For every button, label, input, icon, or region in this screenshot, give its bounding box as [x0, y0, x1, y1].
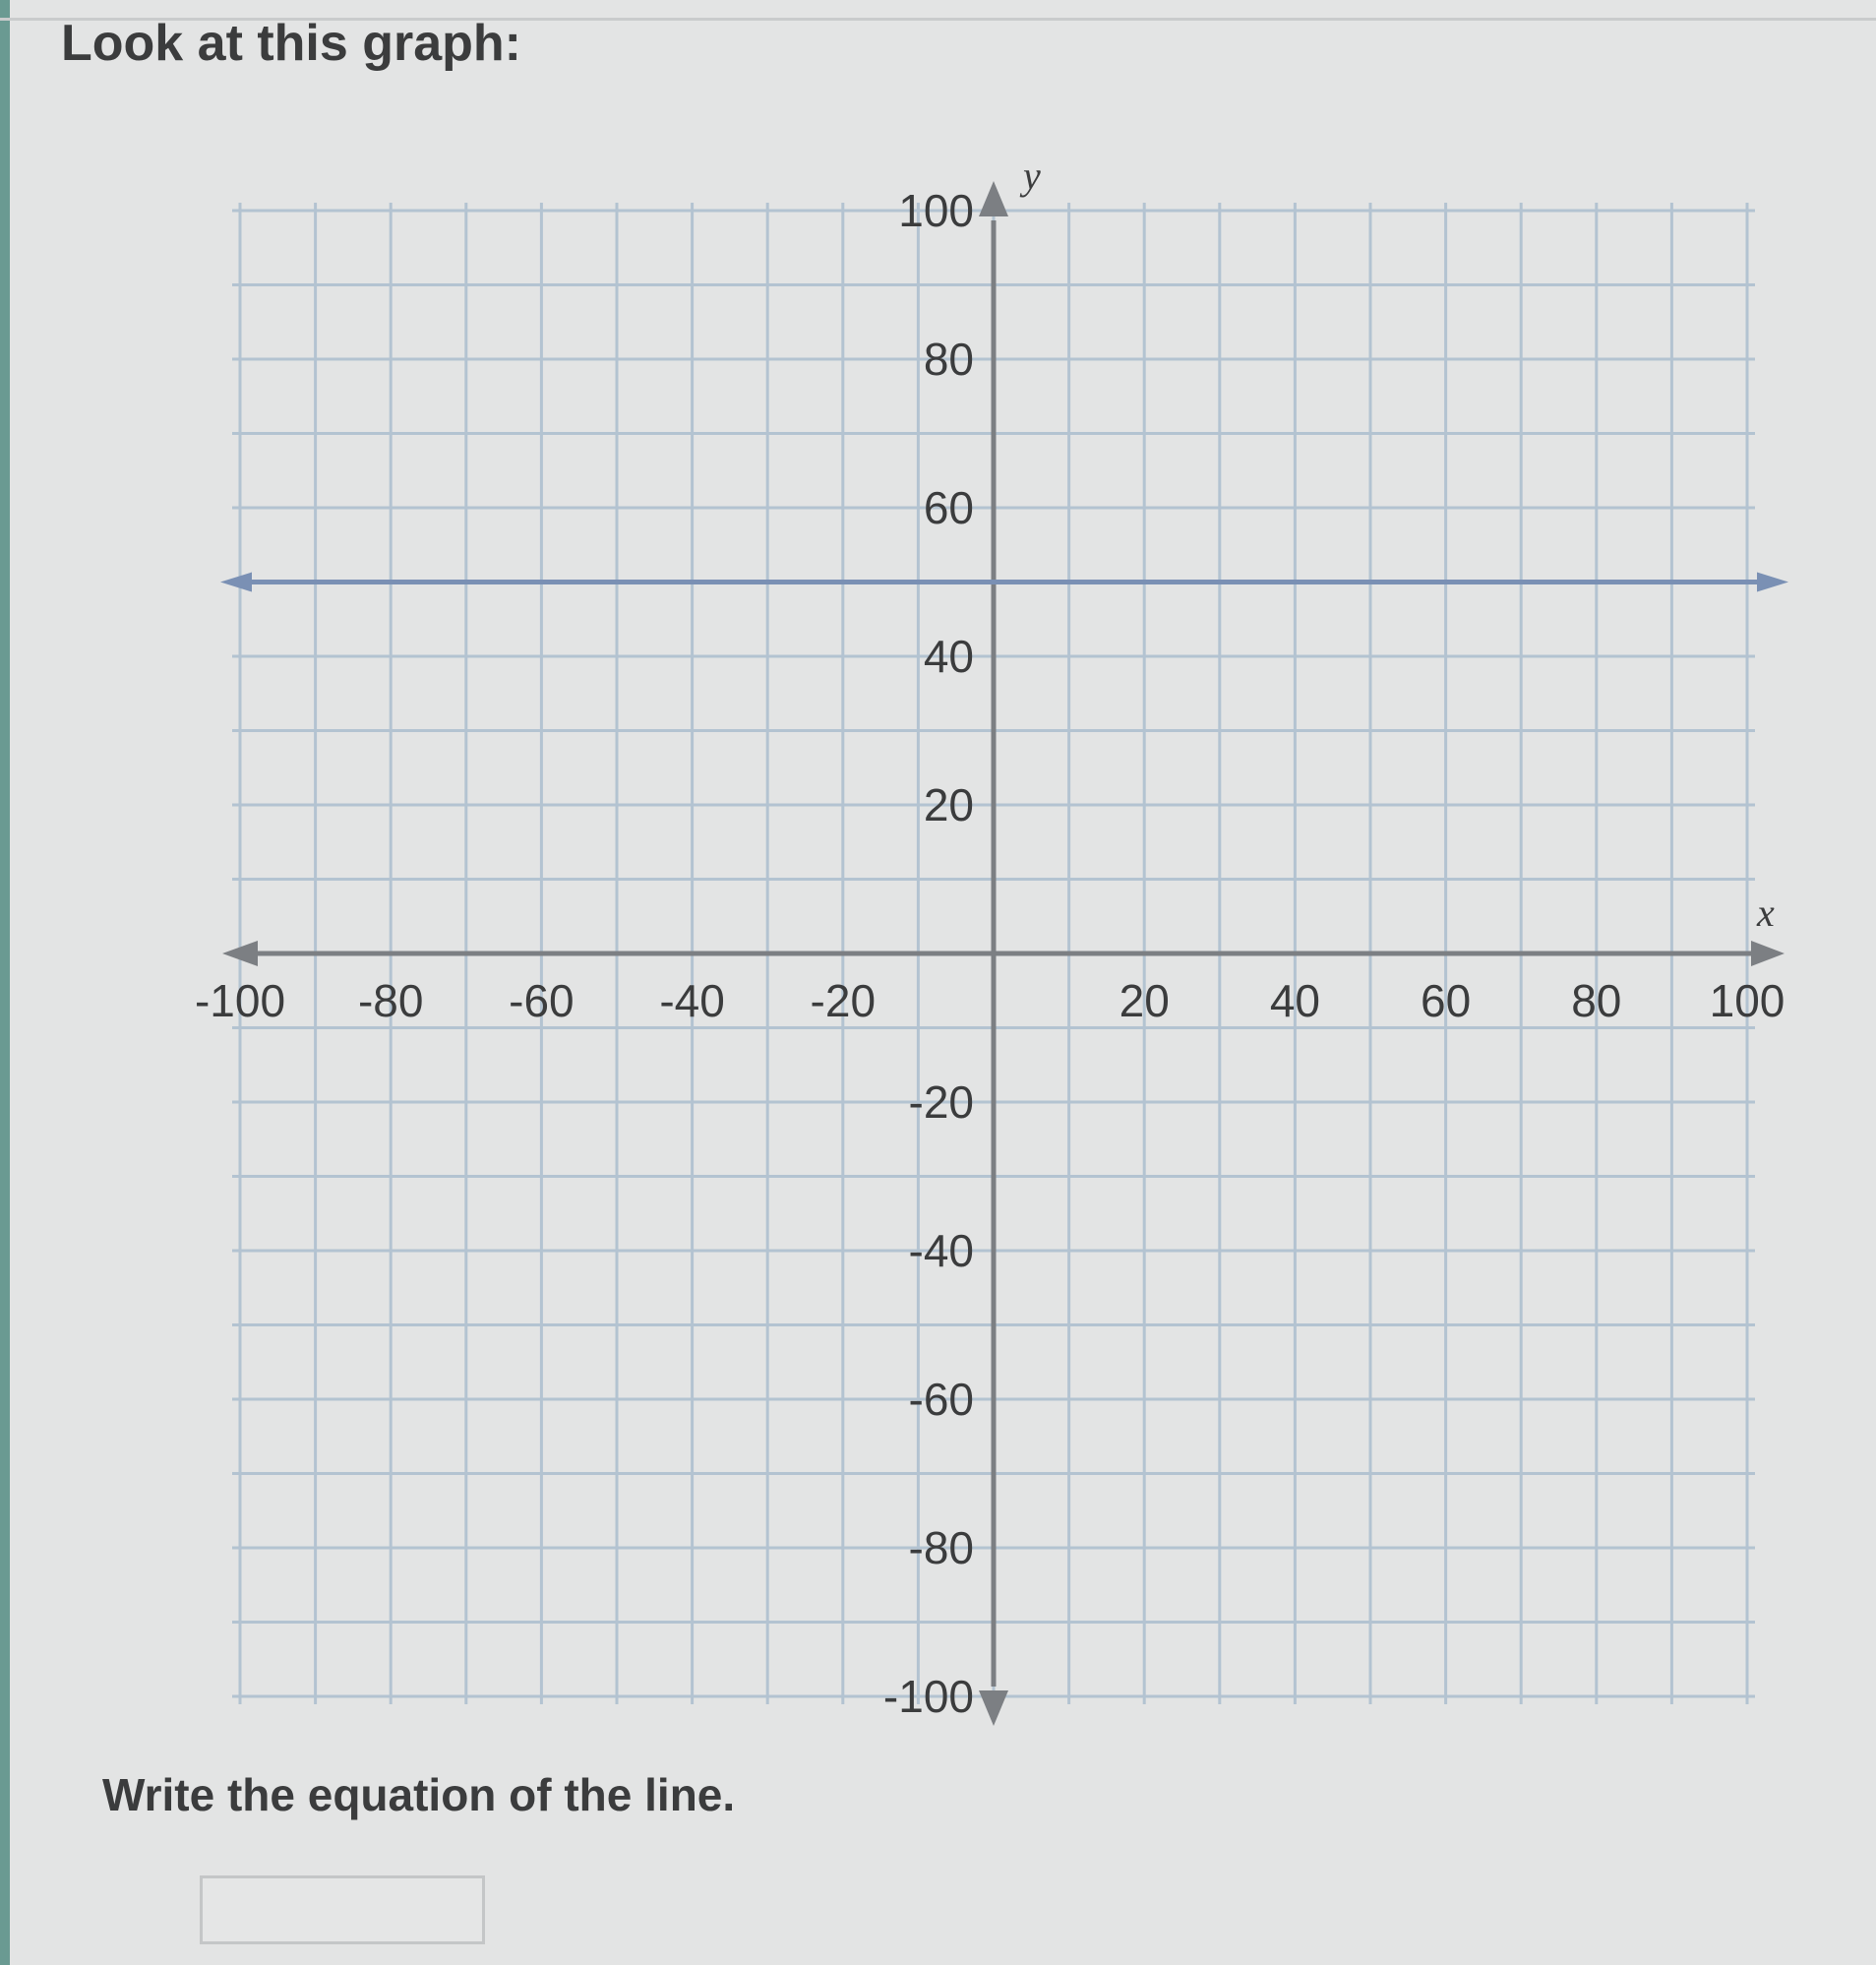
x-tick-label: 40: [1269, 975, 1320, 1026]
answer-input[interactable]: [200, 1875, 485, 1944]
x-axis-right-arrow: [1751, 941, 1785, 966]
x-tick-label: 20: [1119, 975, 1170, 1026]
x-tick-label: -20: [810, 975, 877, 1026]
y-tick-label: 100: [898, 185, 974, 236]
y-tick-label: 60: [923, 482, 974, 533]
y-axis-label: y: [1023, 154, 1041, 198]
x-axis-label: x: [1757, 890, 1775, 935]
y-tick-label: -80: [908, 1522, 974, 1573]
y-tick-label: -40: [908, 1225, 974, 1276]
x-tick-label: -60: [509, 975, 575, 1026]
x-tick-label: 60: [1421, 975, 1472, 1026]
y-tick-label: 40: [923, 631, 974, 682]
y-axis-bottom-arrow: [979, 1690, 1008, 1726]
question-text: Write the equation of the line.: [102, 1769, 736, 1820]
y-tick-label: 80: [923, 334, 974, 385]
y-tick-label: -100: [882, 1671, 974, 1722]
x-tick-label: -80: [357, 975, 424, 1026]
x-tick-label: -100: [194, 975, 286, 1026]
x-tick-label: 80: [1571, 975, 1622, 1026]
y-tick-label: 20: [923, 779, 974, 830]
y-axis-top-arrow: [979, 181, 1008, 216]
x-tick-label: -40: [659, 975, 725, 1026]
data-line-left-arrow: [220, 573, 252, 592]
data-line-right-arrow: [1757, 573, 1788, 592]
y-tick-label: -60: [908, 1374, 974, 1425]
prompt-title: Look at this graph:: [61, 15, 521, 72]
y-tick-label: -20: [908, 1076, 974, 1128]
x-tick-label: 100: [1709, 975, 1785, 1026]
